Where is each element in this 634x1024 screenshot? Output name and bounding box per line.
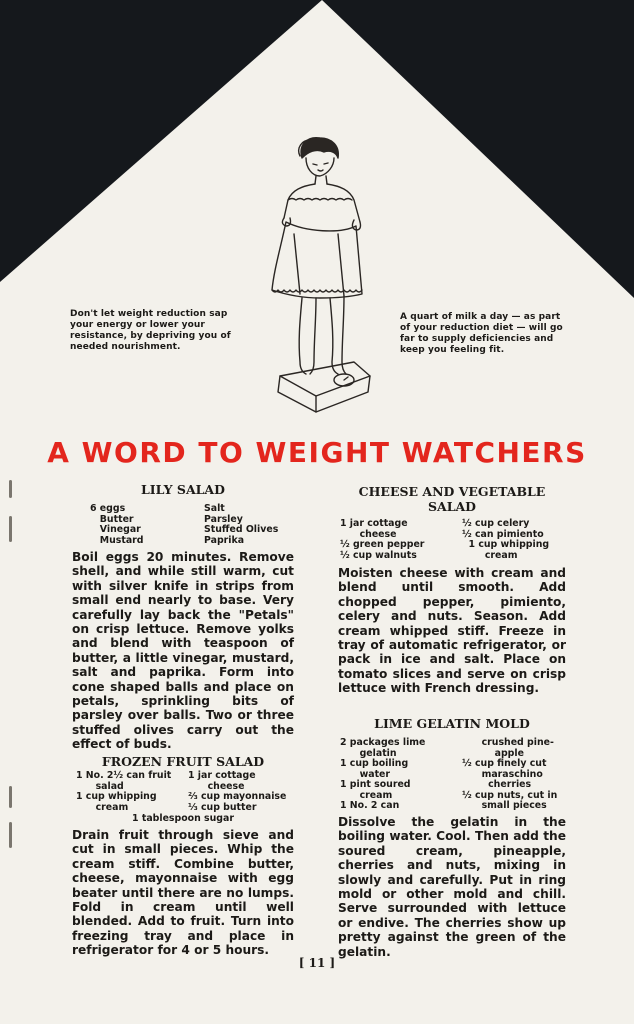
lily-salad-directions: Boil eggs 20 minutes. Remove shell, and while still warm, cut with silver knife in strips from small end nearly to base. Very carefully lay back the "Petals" on crisp lettuce. Remove yolks and blend with teaspoon of butter, a little vinegar, mustard, salt and paprika. Form into cone shaped balls and place on petals, sprinkling bits of parsley over balls. Two or three stuffed olives carry out the effect of buds.: [72, 550, 294, 752]
lily-ingredients-right: Salt Parsley Stuffed Olives Paprika: [204, 503, 279, 546]
frozen-ingredients-last: 1 tablespoon sugar: [132, 813, 234, 824]
right-caption: A quart of milk a day — as part of your reduction diet — will go far to supply deficiencies and keep you feeling fit.: [400, 312, 563, 355]
page-number: [ 11 ]: [298, 956, 336, 970]
woman-on-scale-illustration: [250, 130, 390, 420]
lime-gelatin-mold-title: LIME GELATIN MOLD: [374, 716, 530, 731]
cheese-ingredients-right: ½ cup celery ½ can pimiento 1 cup whipping cream: [462, 518, 550, 561]
left-caption: Don't let weight reduction sap your energy or lower your resistance, by depriving you of needed nourishment.: [70, 309, 231, 352]
staple-mark: [9, 822, 12, 848]
frozen-ingredients-left: 1 No. 2½ can fruit salad 1 cup whipping cream: [76, 770, 172, 813]
page-title: A WORD TO WEIGHT WATCHERS: [47, 436, 587, 469]
cheese-vegetable-salad-directions: Moisten cheese with cream and blend until smooth. Add chopped pepper, pimiento, celery and nuts. Season. Add cream whipped stiff. Freeze in tray of automatic refrigerator, or pack in ice and salt. Place on tomato slices and serve on crisp lettuce with French dressing.: [338, 566, 566, 696]
staple-mark: [9, 480, 12, 498]
lime-ingredients-right: crushed pine- apple ½ cup finely cut maraschino cherries ½ cup nuts, cut in small pieces: [462, 737, 558, 811]
lily-ingredients-left: 6 eggs Butter Vinegar Mustard: [90, 503, 144, 546]
lily-salad-title: LILY SALAD: [141, 482, 225, 497]
cheese-vegetable-salad-title: CHEESE AND VEGETABLE SALAD: [358, 484, 546, 514]
staple-mark: [9, 516, 12, 542]
cheese-ingredients-left: 1 jar cottage cheese ½ green pepper ½ cup walnuts: [340, 518, 425, 561]
frozen-ingredients-right: 1 jar cottage cheese ⅔ cup mayonnaise ⅓ cup butter: [188, 770, 287, 813]
lime-ingredients-left: 2 packages lime gelatin 1 cup boiling water 1 pint soured cream 1 No. 2 can: [340, 737, 426, 811]
lime-gelatin-mold-directions: Dissolve the gelatin in the boiling water. Cool. Then add the soured cream, pineapple, cherries and nuts, mixing in slowly and carefully. Put in ring mold or other mold and chill. Serve surrounded with lettuce or endive. The cherries show up pretty against the green of the gelatin.: [338, 815, 566, 959]
frozen-fruit-salad-title: FROZEN FRUIT SALAD: [101, 754, 265, 769]
staple-mark: [9, 786, 12, 808]
frozen-fruit-salad-directions: Drain fruit through sieve and cut in small pieces. Whip the cream stiff. Combine butter, cheese, mayonnaise with egg beater until there are no lumps. Fold in cream until well blended. Add to fruit. Turn into freezing tray and place in refrigerator for 4 or 5 hours.: [72, 828, 294, 958]
